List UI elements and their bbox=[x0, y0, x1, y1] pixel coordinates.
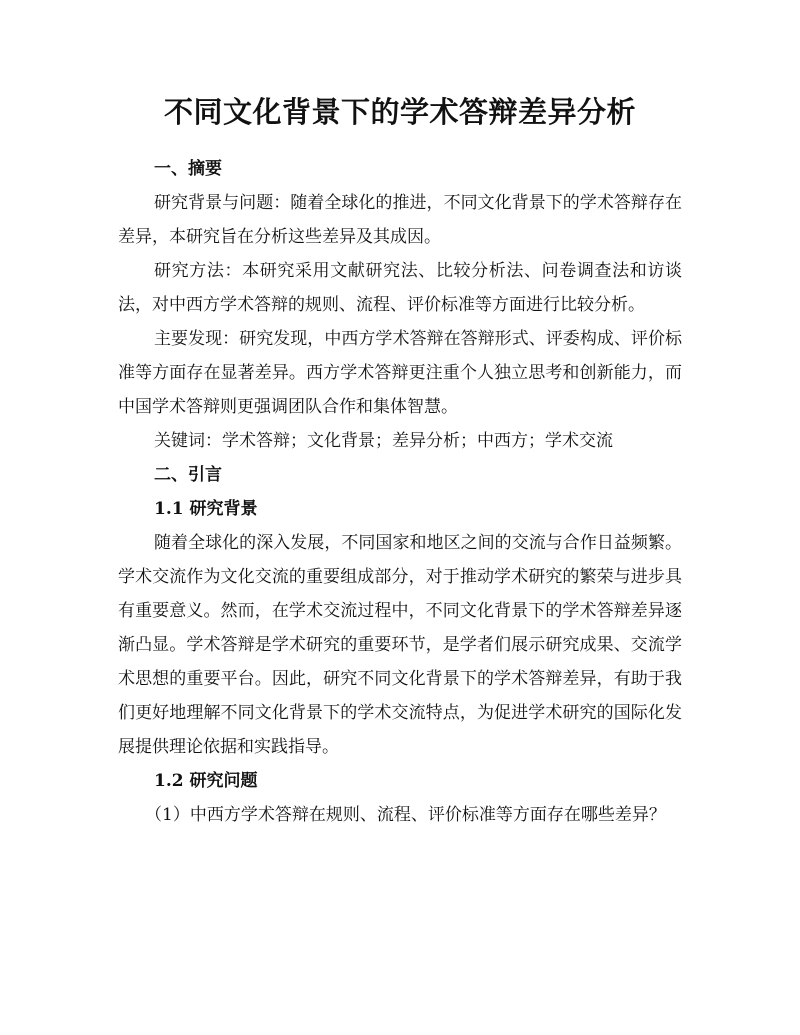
background-paragraph: 随着全球化的深入发展，不同国家和地区之间的交流与合作日益频繁。学术交流作为文化交流的重要组成部分，对于推动学术研究的繁荣与进步具有重要意义。然而，在学术交流过程中，不同文化背景下的学术答辩差异逐渐凸显。学术答辩是学术研究的重要环节，是学者们展示研究成果、交流学术思想的重要平台。因此，研究不同文化背景下的学术答辩差异，有助于我们更好地理解不同文化背景下的学术交流特点，为促进学术研究的国际化发展提供理论依据和实践指导。 bbox=[118, 533, 682, 757]
abstract-section bbox=[118, 152, 682, 458]
introduction-section bbox=[118, 458, 682, 832]
abstract-findings-paragraph: 主要发现：研究发现，中西方学术答辩在答辩形式、评委构成、评价标准等方面存在显著差异。西方学术答辩更注重个人独立思考和创新能力，而中国学术答辩则更强调团队合作和集体智慧。 bbox=[118, 329, 682, 417]
abstract-methods-paragraph: 研究方法：本研究采用文献研究法、比较分析法、问卷调查法和访谈法，对中西方学术答辩的规则、流程、评价标准等方面进行比较分析。 bbox=[118, 261, 682, 315]
abstract-background-paragraph: 研究背景与问题：随着全球化的推进，不同文化背景下的学术答辩存在差异，本研究旨在分析这些差异及其成因。 bbox=[118, 193, 682, 247]
research-question-item: （1）中西方学术答辩在规则、流程、评价标准等方面存在哪些差异？ bbox=[145, 805, 666, 825]
section-heading-abstract: 一、摘要 bbox=[154, 159, 222, 179]
keywords-paragraph: 关键词：学术答辩；文化背景；差异分析；中西方；学术交流 bbox=[154, 431, 613, 451]
subsection-heading-research-questions: 1.2 研究问题 bbox=[154, 771, 258, 791]
subsection-heading-background: 1.1 研究背景 bbox=[154, 499, 258, 519]
section-heading-introduction: 二、引言 bbox=[154, 465, 222, 485]
document-title: 不同文化背景下的学术答辩差异分析 bbox=[163, 95, 636, 129]
